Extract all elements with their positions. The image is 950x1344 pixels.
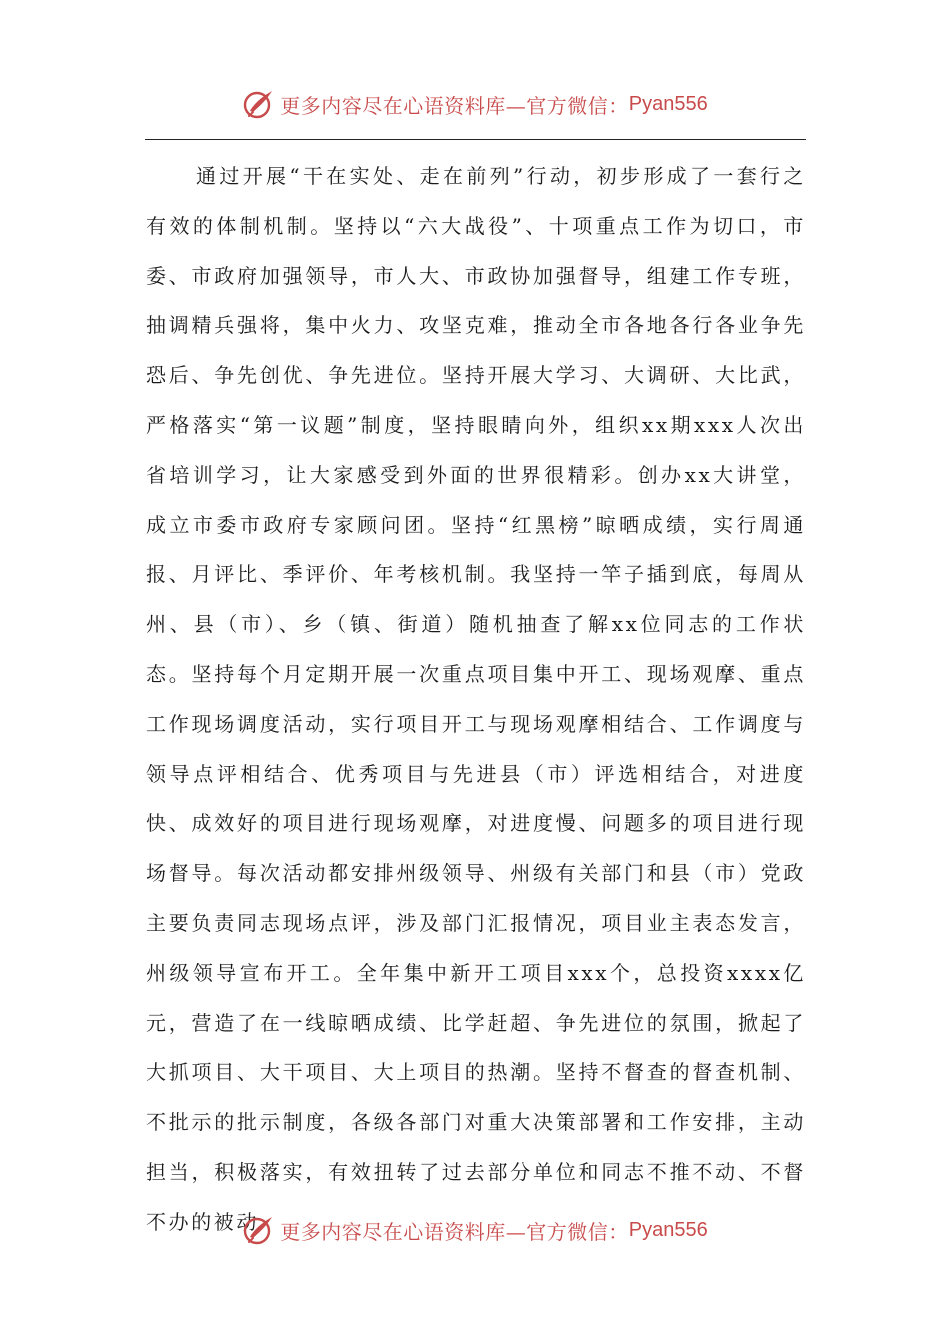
footer-banner: [0, 1208, 950, 1252]
footer-banner-text: 更多内容尽在心语资料库—官方微信：: [280, 1219, 629, 1244]
quill-seal-icon: [242, 1213, 276, 1247]
footer-banner-handle: Pyan556: [628, 1218, 708, 1241]
header-banner-handle: Pyan556: [628, 92, 708, 115]
header-banner-text: 更多内容尽在心语资料库—官方微信：: [280, 93, 629, 118]
body-paragraph: 通过开展“干在实处、走在前列”行动，初步形成了一套行之有效的体制机制。坚持以“六大战役”、十项重点工作为切口，市委、市政府加强领导，市人大、市政协加强督导，组建工作专班，抽调精兵强将，集中火力、攻坚克难，推动全市各地各行各业争先恐后、争先创优、争先进位。坚持开展大学习、大调研、大比武，严格落实“第一议题”制度，坚持眼睛向外，组织xx期xxx人次出省培训学习，让大家感受到外面的世界很精彩。创办xx大讲堂，成立市委市政府专家顾问团。坚持“红黑榜”晾晒成绩，实行周通报、月评比、季评价、年考核机制。我坚持一竿子插到底，每周从州、县（市）、乡（镇、街道）随机抽查了解xx位同志的工作状态。坚持每个月定期开展一次重点项目集中开工、现场观摩、重点工作现场调度活动，实行项目开工与现场观摩相结合、工作调度与领导点评相结合、优秀项目与先进县（市）评选相结合，对进度快、成效好的项目进行现场观摩，对进度慢、问题多的项目进行现场督导。每次活动都安排州级领导、州级有关部门和县（市）党政主要负责同志现场点评，涉及部门汇报情况，项目业主表态发言，州级领导宣布开工。全年集中新开工项目xxx个，总投资xxxx亿元，营造了在一线晾晒成绩、比学赶超、争先进位的氛围，掀起了大抓项目、大干项目、大上项目的热潮。坚持不督查的督查机制、不批示的批示制度，各级各部门对重大决策部署和工作安排，主动担当，积极落实，有效扭转了过去部分单位和同志不推不动、不督不办的被动: [146, 164, 806, 1234]
quill-seal-icon: [242, 87, 276, 121]
header-banner: [0, 82, 950, 126]
header-divider: [145, 139, 806, 140]
